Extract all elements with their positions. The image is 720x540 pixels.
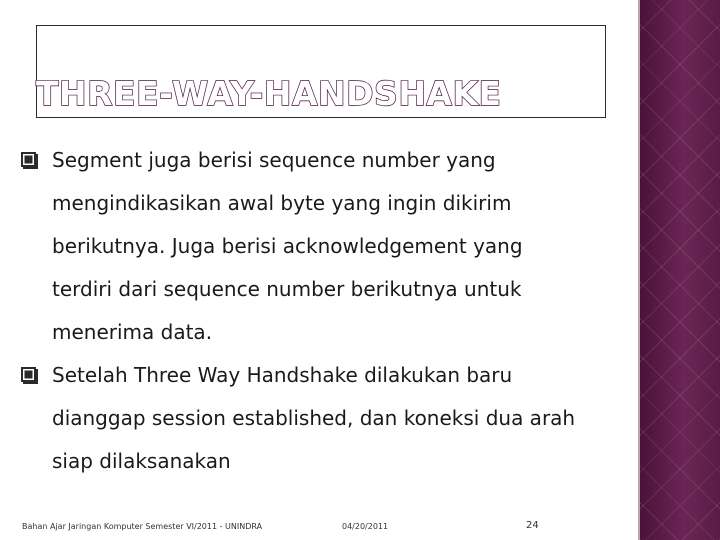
bullet-line: mengindikasikan awal byte yang ingin dikirim <box>52 191 512 215</box>
bullet-line: terdiri dari sequence number berikutnya untuk <box>52 277 522 301</box>
slide-content <box>18 139 618 483</box>
bullet-line: Segment juga berisi sequence number yang <box>52 148 496 172</box>
bullet-item-1 <box>18 139 618 354</box>
decorative-side-band <box>640 0 720 540</box>
checkbox-bullet-icon <box>20 151 38 169</box>
page-number: 24 <box>526 520 539 531</box>
bullet-line: menerima data. <box>52 320 213 344</box>
slide-title: THREE-WAY-HANDSHAKE <box>36 74 502 113</box>
bullet-line: siap dilaksanakan <box>52 449 231 473</box>
footer-source: Bahan Ajar Jaringan Komputer Semester VI/2011 - UNINDRA <box>22 522 263 531</box>
bullet-item-2 <box>18 354 618 483</box>
bullet-line: Setelah Three Way Handshake dilakukan baru <box>52 363 513 387</box>
footer-date: 04/20/2011 <box>342 522 389 531</box>
bullet-line: berikutnya. Juga berisi acknowledgement yang <box>52 234 523 258</box>
checkbox-bullet-icon <box>20 366 38 384</box>
bullet-line: dianggap session established, dan koneksi dua arah <box>52 406 576 430</box>
